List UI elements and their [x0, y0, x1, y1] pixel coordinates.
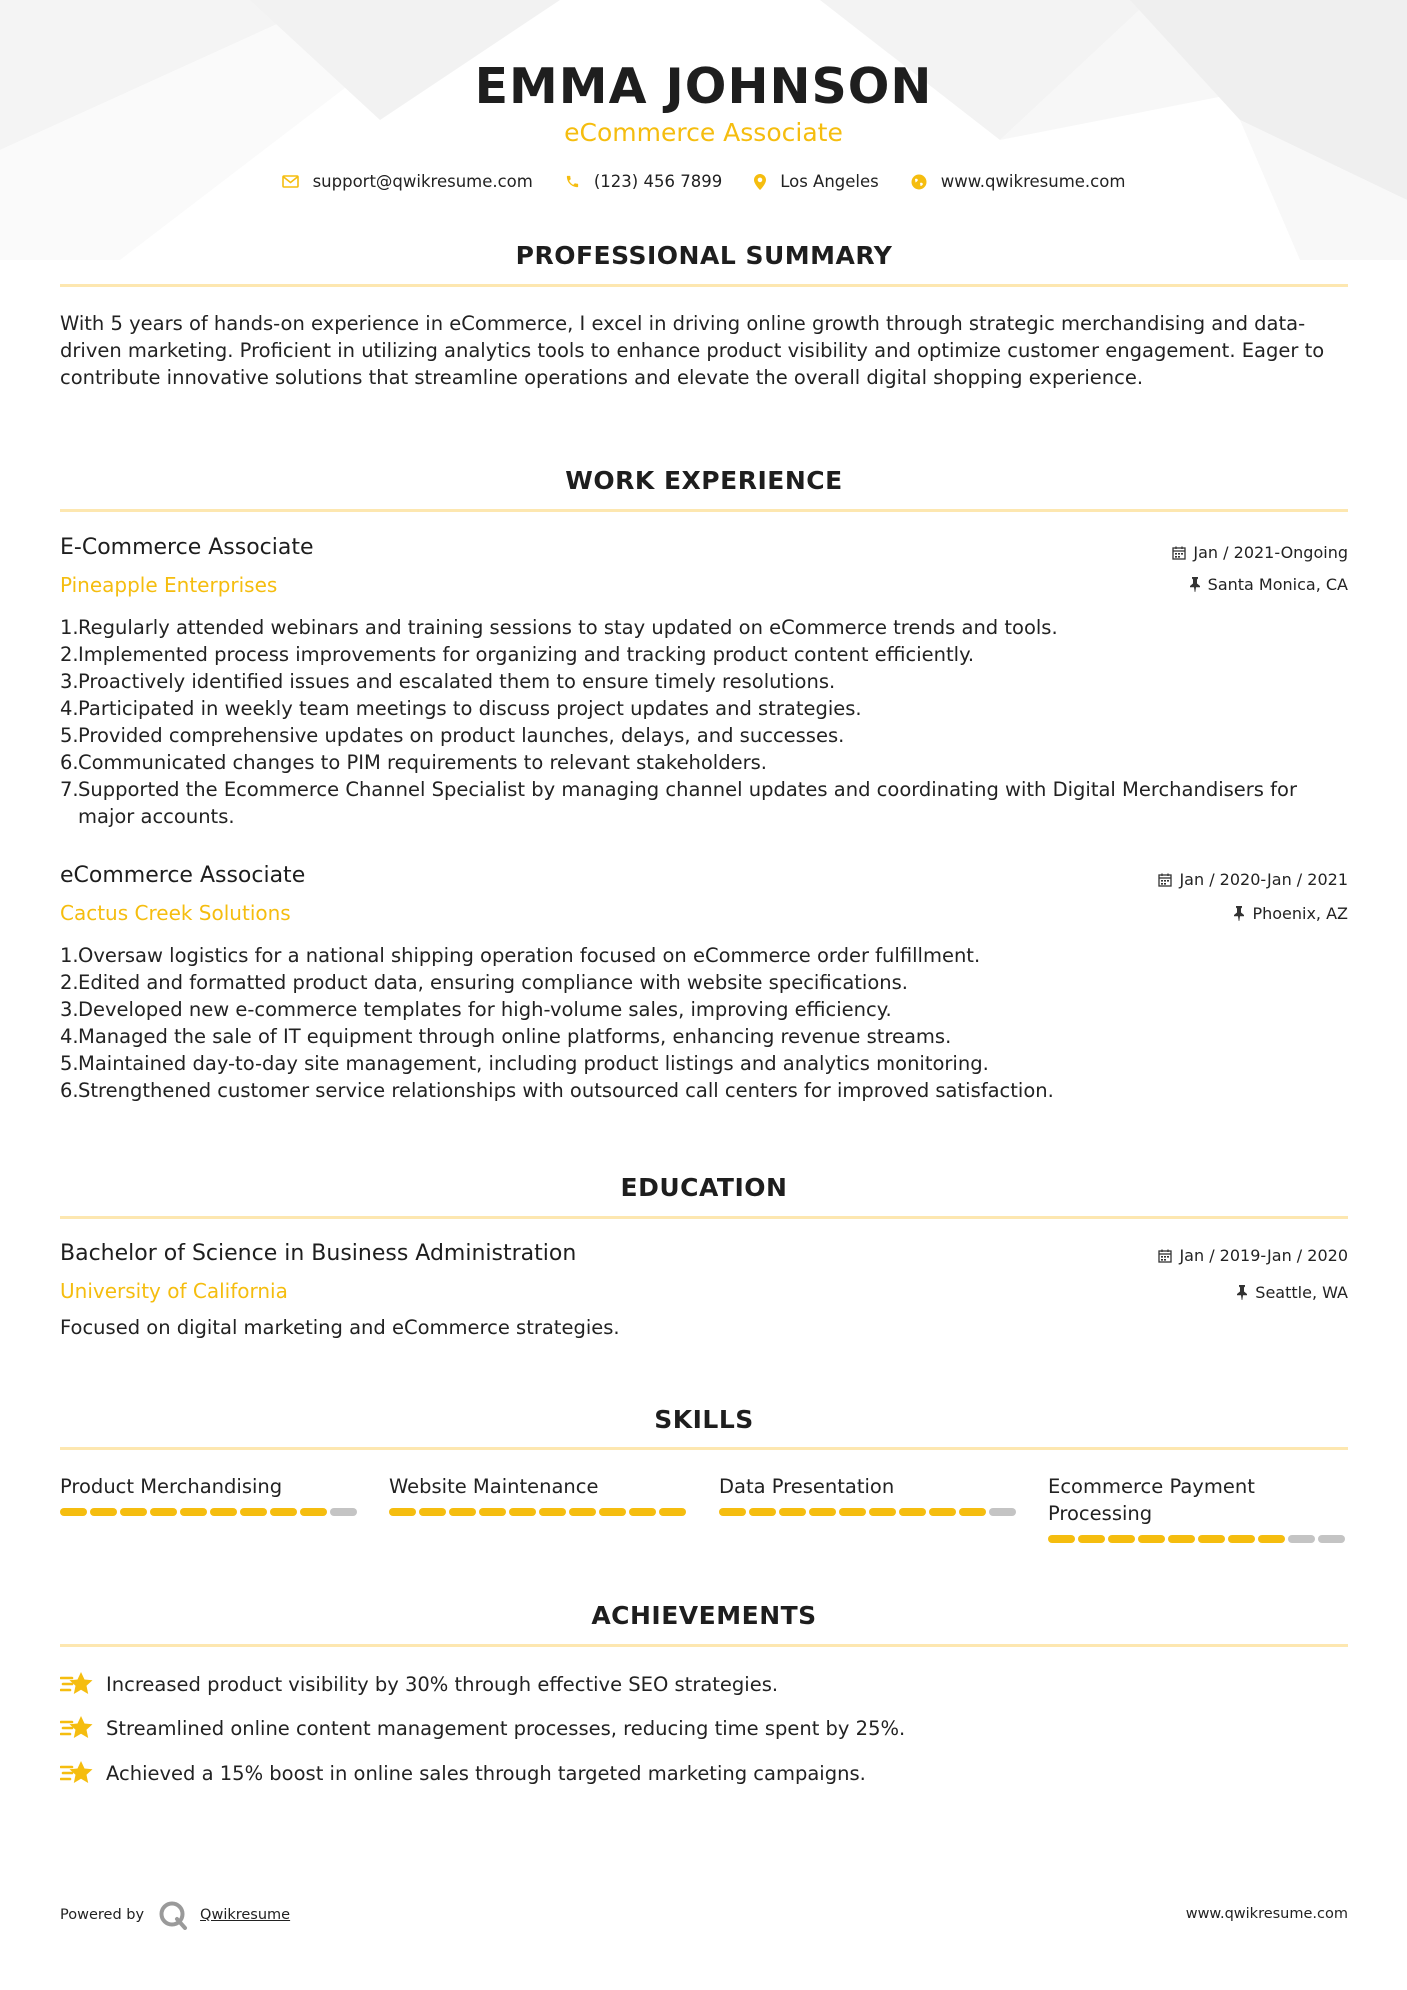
- skill-level-segment: [989, 1508, 1016, 1516]
- powered-by-label: Powered by: [60, 1907, 145, 1923]
- list-item: 3. Proactively identified issues and escalated them to ensure timely resolutions.: [60, 670, 836, 693]
- contact-website-text: www.qwikresume.com: [940, 172, 1126, 191]
- pushpin-icon: [1233, 906, 1245, 921]
- section-divider: [60, 1447, 1348, 1450]
- skill-level-segment: [1318, 1535, 1345, 1543]
- skill-level-segment: [330, 1508, 357, 1516]
- skill-level-segment: [120, 1508, 147, 1516]
- job-dates-text: Jan / 2021-Ongoing: [1193, 543, 1348, 562]
- skill-level-segment: [599, 1508, 626, 1516]
- job-location: [1233, 904, 1348, 923]
- education-note: Focused on digital marketing and eCommerce strategies.: [60, 1316, 620, 1339]
- skill-level-segment: [629, 1508, 656, 1516]
- list-item: 2. Implemented process improvements for organizing and tracking product content efficiently.: [60, 643, 975, 666]
- skill-level-segment: [779, 1508, 806, 1516]
- job-location: [1189, 575, 1348, 594]
- job-title: eCommerce Associate: [60, 863, 306, 888]
- calendar-icon: [1158, 873, 1172, 887]
- job-duties-list: [60, 942, 1340, 1104]
- achievement-item: [60, 1715, 905, 1741]
- skill-item: [389, 1473, 689, 1516]
- job-location-text: Santa Monica, CA: [1207, 575, 1348, 594]
- envelope-icon: [282, 175, 299, 188]
- skill-level-segment: [1198, 1535, 1225, 1543]
- skill-item: [719, 1473, 1019, 1516]
- shooting-star-icon: [60, 1671, 94, 1697]
- skill-level-segment: [539, 1508, 566, 1516]
- degree-title: Bachelor of Science in Business Administration: [60, 1241, 577, 1266]
- skill-level-segment: [929, 1508, 956, 1516]
- skill-level-segment: [719, 1508, 746, 1516]
- skill-level-segment: [270, 1508, 297, 1516]
- skill-level-segment: [1258, 1535, 1285, 1543]
- skill-level-segment: [1108, 1535, 1135, 1543]
- achievement-text: Increased product visibility by 30% through effective SEO strategies.: [106, 1672, 779, 1696]
- list-item: 3. Developed new e-commerce templates for high-volume sales, improving efficiency.: [60, 998, 892, 1021]
- skill-level-segment: [899, 1508, 926, 1516]
- calendar-icon: [1158, 1249, 1172, 1263]
- education-location: [1236, 1283, 1348, 1302]
- pushpin-icon: [1236, 1285, 1248, 1300]
- skill-level-segment: [869, 1508, 896, 1516]
- skill-name: Ecommerce Payment Processing: [1048, 1475, 1255, 1525]
- skill-level-segment: [1168, 1535, 1195, 1543]
- skill-level-segment: [150, 1508, 177, 1516]
- footer-powered-by: [60, 1900, 290, 1930]
- list-item: 4. Participated in weekly team meetings to discuss project updates and strategies.: [60, 697, 862, 720]
- job-company: Pineapple Enterprises: [60, 573, 278, 597]
- list-item: 5. Maintained day-to-day site management, including product listings and analytics monitoring.: [60, 1052, 989, 1075]
- skill-name: Data Presentation: [719, 1475, 895, 1498]
- achievement-text: Streamlined online content management processes, reducing time spent by 25%.: [106, 1716, 906, 1740]
- list-item: 6. Communicated changes to PIM requirements to relevant stakeholders.: [60, 751, 767, 774]
- section-divider: [60, 509, 1348, 512]
- skill-level-segment: [449, 1508, 476, 1516]
- school-name: University of California: [60, 1279, 288, 1303]
- contact-website[interactable]: [911, 172, 1126, 191]
- list-item: 1. Oversaw logistics for a national shipping operation focused on eCommerce order fulfillment.: [60, 944, 981, 967]
- skill-item: [60, 1473, 360, 1516]
- skill-name: Website Maintenance: [389, 1475, 599, 1498]
- skill-level-segment: [419, 1508, 446, 1516]
- skill-name: Product Merchandising: [60, 1475, 283, 1498]
- shooting-star-icon: [60, 1715, 94, 1741]
- list-item: 6. Strengthened customer service relationships with outsourced call centers for improved satisfaction.: [60, 1079, 1054, 1102]
- section-title-summary: PROFESSIONAL SUMMARY: [515, 241, 893, 270]
- section-divider: [60, 1644, 1348, 1647]
- summary-text: With 5 years of hands-on experience in eCommerce, I excel in driving online growth through strategic merchandising and data-driven marketing. Proficient in utilizing analytics tools to enhance product visibility and optimize customer engagement. Eager to contribute innovative solutions that streamline operations and elevate the overall digital shopping experience.: [60, 312, 1325, 389]
- skill-level-segment: [60, 1508, 87, 1516]
- shooting-star-icon: [60, 1760, 94, 1786]
- list-item: 7. Supported the Ecommerce Channel Specialist by managing channel updates and coordinating with Digital Merchandisers for major accounts.: [60, 778, 1297, 828]
- job-dates: [1158, 870, 1348, 889]
- section-title-education: EDUCATION: [620, 1173, 788, 1202]
- job-location-text: Phoenix, AZ: [1252, 904, 1348, 923]
- list-item: 5. Provided comprehensive updates on product launches, delays, and successes.: [60, 724, 845, 747]
- skill-level-segment: [1048, 1535, 1075, 1543]
- section-divider: [60, 284, 1348, 287]
- list-item: 2. Edited and formatted product data, ensuring compliance with website specifications.: [60, 971, 908, 994]
- skill-level-segment: [659, 1508, 686, 1516]
- skill-level-segment: [809, 1508, 836, 1516]
- skill-level-segment: [749, 1508, 776, 1516]
- skill-level-segment: [479, 1508, 506, 1516]
- achievement-item: [60, 1671, 778, 1697]
- education-location-text: Seattle, WA: [1255, 1283, 1348, 1302]
- list-item: 4. Managed the sale of IT equipment through online platforms, enhancing revenue streams.: [60, 1025, 952, 1048]
- skill-level-bar: [60, 1508, 360, 1516]
- section-divider: [60, 1216, 1348, 1219]
- candidate-name: EMMA JOHNSON: [474, 58, 933, 115]
- skill-level-segment: [1288, 1535, 1315, 1543]
- contact-location: [754, 172, 879, 191]
- skill-level-segment: [959, 1508, 986, 1516]
- map-pin-icon: [754, 174, 766, 190]
- qwikresume-link[interactable]: Qwikresume: [200, 1907, 291, 1923]
- contact-email-text: support@qwikresume.com: [312, 172, 533, 191]
- achievement-text: Achieved a 15% boost in online sales through targeted marketing campaigns.: [106, 1761, 866, 1785]
- section-title-achievements: ACHIEVEMENTS: [591, 1601, 817, 1630]
- contact-phone[interactable]: [565, 172, 722, 191]
- skill-level-segment: [180, 1508, 207, 1516]
- job-company: Cactus Creek Solutions: [60, 901, 291, 925]
- skill-level-bar: [719, 1508, 1019, 1516]
- contact-location-text: Los Angeles: [780, 172, 879, 191]
- skill-level-segment: [1078, 1535, 1105, 1543]
- globe-icon: [911, 174, 927, 190]
- job-dates-text: Jan / 2020-Jan / 2021: [1179, 870, 1348, 889]
- education-dates: [1158, 1246, 1348, 1265]
- job-dates: [1172, 543, 1348, 562]
- skill-level-segment: [1138, 1535, 1165, 1543]
- education-dates-text: Jan / 2019-Jan / 2020: [1179, 1246, 1348, 1265]
- job-title: E-Commerce Associate: [60, 535, 314, 560]
- skill-level-segment: [210, 1508, 237, 1516]
- footer-website[interactable]: www.qwikresume.com: [1185, 1906, 1348, 1922]
- achievement-item: [60, 1760, 866, 1786]
- calendar-icon: [1172, 546, 1186, 560]
- job-duties-list: [60, 614, 1340, 830]
- contact-email[interactable]: [282, 172, 533, 191]
- skill-level-segment: [839, 1508, 866, 1516]
- section-title-experience: WORK EXPERIENCE: [565, 466, 843, 495]
- section-title-skills: SKILLS: [654, 1405, 754, 1434]
- pushpin-icon: [1189, 577, 1201, 592]
- skill-item: [1048, 1473, 1348, 1543]
- skill-level-segment: [389, 1508, 416, 1516]
- candidate-role: eCommerce Associate: [564, 118, 843, 147]
- skill-level-segment: [300, 1508, 327, 1516]
- skill-level-bar: [389, 1508, 689, 1516]
- skill-level-segment: [90, 1508, 117, 1516]
- qwikresume-logo-icon: [158, 1900, 188, 1930]
- phone-icon: [565, 174, 580, 189]
- skill-level-segment: [569, 1508, 596, 1516]
- skill-level-segment: [1228, 1535, 1255, 1543]
- skill-level-segment: [240, 1508, 267, 1516]
- skill-level-segment: [509, 1508, 536, 1516]
- list-item: 1. Regularly attended webinars and training sessions to stay updated on eCommerce trends and tools.: [60, 616, 1058, 639]
- contact-bar: [0, 172, 1407, 191]
- contact-phone-text: (123) 456 7899: [593, 172, 723, 191]
- skill-level-bar: [1048, 1535, 1348, 1543]
